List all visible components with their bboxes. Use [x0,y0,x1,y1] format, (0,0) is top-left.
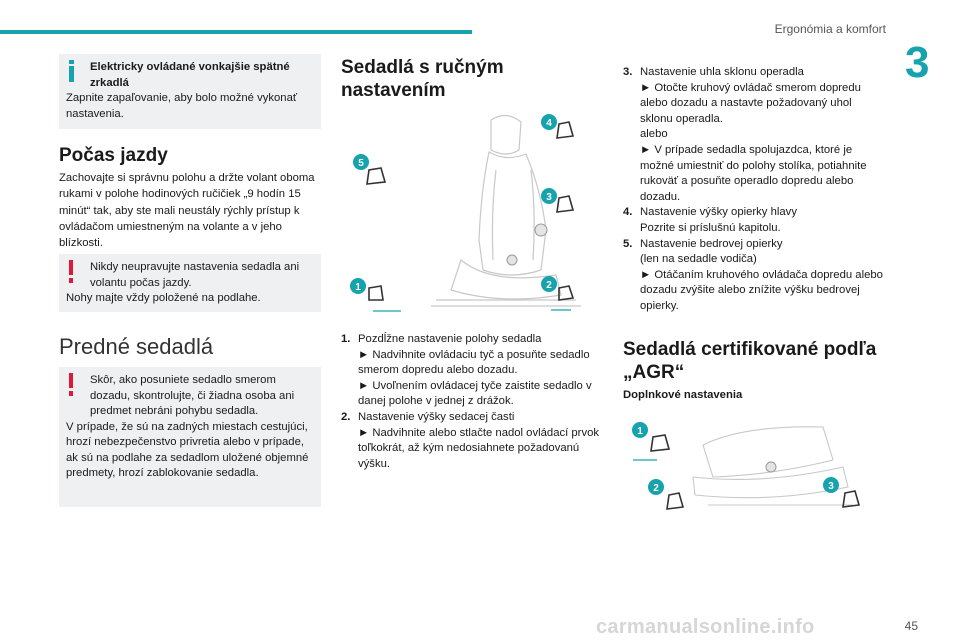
item-line: ► V prípade sedadla spolujazdca, ktoré je možné umiestniť do polohy stolíka, potiahnite rukoväť a posuňte operadlo dopredu alebo dozadu. [640,143,867,203]
seat-mini-icon [367,122,573,300]
badge-3 [541,188,557,204]
badge-label: 3 [828,481,834,492]
direction-arrow [373,310,571,311]
badge-4 [541,114,557,130]
knob [507,255,517,265]
badge-label: 1 [637,426,643,437]
info-box-text: Zapnite zapaľovanie, aby bolo možné vykonať nastavenia. [66,92,298,120]
badge-label: 4 [546,118,552,129]
item-title: Pozdĺžne nastavenie polohy sedadla [358,333,542,345]
front-seats-heading: Predné sedadlá [59,334,214,359]
list-item [341,332,605,410]
item-title: Nastavenie výšky sedacej časti [358,410,515,423]
info-icon [68,60,76,82]
item-title: Nastavenie bedrovej opierky [640,237,783,250]
badge-label: 3 [546,192,552,203]
seat-adjustment-figure [341,110,603,320]
agr-subheading: Doplnkové nastavenia [623,389,743,401]
warning-text-line1: Skôr, ako posuniete sedadlo smerom dozadu, skontrolujte, či žiadna osoba ani predmet nebráni pohybu sedadla. [90,374,295,417]
list-item [623,65,885,205]
badge-3 [823,477,839,493]
item-line: ► Nadvihnite alebo stlačte nadol ovládací prvok toľkokrát, až kým nedosiahnete požadovanú výšku. [358,426,600,470]
badge-1 [632,422,648,438]
warning-text-line2: Nohy majte vždy položené na podlahe. [66,292,261,304]
driving-heading: Počas jazdy [59,145,168,166]
warning-box-seats [59,367,321,507]
list-item [623,205,885,236]
manual-seats-list [341,332,605,472]
header-accent-bar [0,30,472,34]
knob [535,224,547,236]
driving-text: Zachovajte si správnu polohu a držte volant oboma rukami v polohe hodinových ručičiek „9 hodín 15 minút“ tak, aby ste mali neustály rýchly prístup k ovládačom umiestneným na volante a v jeho blízkosti. [59,172,315,250]
item-title: Nastavenie výšky opierky hlavy [640,206,797,219]
warning-icon [68,260,74,284]
warning-text-line2: V prípade, že sú na zadných miestach cestujúci, hrozí nebezpečenstvo privretia alebo v prípade, ak sú na podlahe za sedadlom uložené objemné predmety, hrozí zablokovanie sedadla. [66,420,309,479]
item-title: Nastavenie uhla sklonu operadla [640,66,804,78]
badge-2 [541,276,557,292]
item-number: 5. [623,237,633,250]
badge-label: 1 [355,282,361,293]
item-number: 1. [341,333,351,345]
badge-label: 2 [546,280,552,291]
badge-1 [350,278,366,294]
manual-seats-list-continued [623,65,885,315]
item-line: ► Otáčaním kruhového ovládača dopredu alebo dozadu zvýšite alebo znížite výšku bedrovej opierky. [640,268,883,312]
item-line: (len na sedadle vodiča) [640,253,757,266]
info-box-mirrors [59,54,321,129]
item-line: ► Nadvihnite ovládaciu tyč a posuňte sedadlo smerom dopredu alebo dozadu. [358,348,590,377]
warning-icon [68,373,74,397]
header-section-title: Ergonómia a komfort [774,22,886,36]
agr-seat-figure [623,415,885,520]
agr-heading: Sedadlá certifikované podľa „AGR“ [623,339,877,383]
list-item [623,237,885,315]
item-number: 4. [623,206,633,219]
watermark: carmanualsonline.info [596,616,815,638]
badge-2 [648,479,664,495]
item-number: 3. [623,66,633,78]
item-line: ► Otočte kruhový ovládač smerom dopredu alebo dozadu a nastavte požadovaný uhol sklonu operadla. [640,81,861,125]
manual-seats-heading: Sedadlá s ručným nastavením [341,57,504,101]
item-line: ► Uvoľnením ovládacej tyče zaistite sedadlo v danej polohe v jednej z drážok. [358,379,592,408]
seat-illustration [436,115,576,300]
warning-box-driving [59,254,321,312]
list-item [341,410,605,472]
page-number: 45 [904,619,918,633]
item-number: 2. [341,410,351,423]
item-line: Pozrite si príslušnú kapitolu. [640,221,781,234]
badge-label: 5 [358,158,364,169]
info-box-title: Elektricky ovládané vonkajšie spätné zrkadlá [90,61,290,89]
badge-label: 2 [653,483,659,494]
item-line: alebo [640,128,668,141]
warning-text-line1: Nikdy neupravujte nastavenia sedadla ani volantu počas jazdy. [90,261,300,289]
badge-5 [353,154,369,170]
knob [766,462,776,472]
chapter-number: 3 [905,38,930,87]
